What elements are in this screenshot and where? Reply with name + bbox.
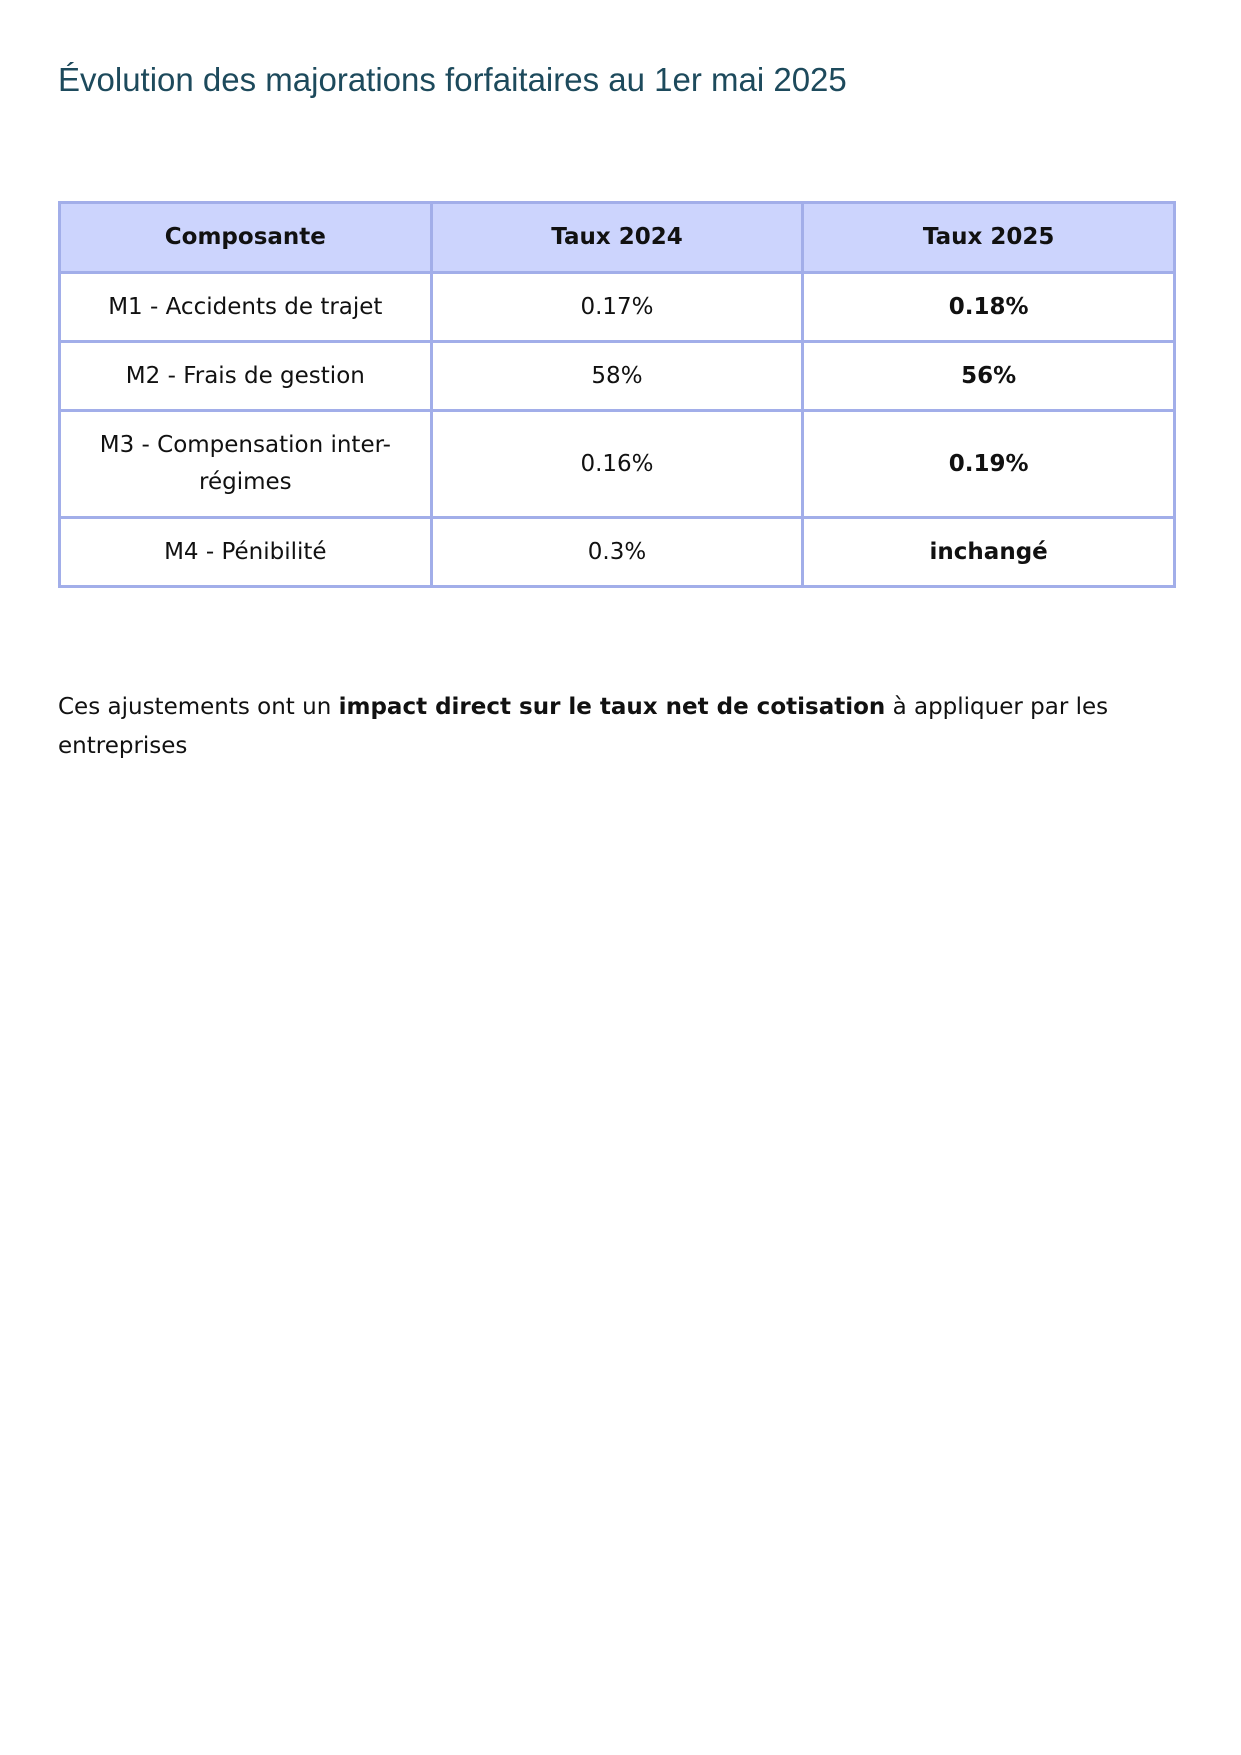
column-header-taux-2025: Taux 2025 bbox=[803, 203, 1175, 273]
impact-note bbox=[58, 688, 1176, 766]
cell-rate-2024: 0.16% bbox=[431, 411, 803, 518]
cell-rate-2025: 56% bbox=[803, 342, 1175, 411]
cell-rate-2024: 0.3% bbox=[431, 518, 803, 587]
cell-rate-2025: 0.19% bbox=[803, 411, 1175, 518]
cell-component: M3 - Compensation inter-régimes bbox=[60, 411, 432, 518]
cell-rate-2024: 0.17% bbox=[431, 273, 803, 342]
table-header-row bbox=[60, 203, 1175, 273]
table-row bbox=[60, 273, 1175, 342]
column-header-taux-2024: Taux 2024 bbox=[431, 203, 803, 273]
table-row bbox=[60, 518, 1175, 587]
cell-rate-2025: 0.18% bbox=[803, 273, 1175, 342]
cell-rate-2025: inchangé bbox=[803, 518, 1175, 587]
column-header-composante: Composante bbox=[60, 203, 432, 273]
cell-rate-2024: 58% bbox=[431, 342, 803, 411]
rates-table bbox=[58, 201, 1176, 588]
table-row bbox=[60, 342, 1175, 411]
page-title: Évolution des majorations forfaitaires au 1er mai 2025 bbox=[58, 61, 847, 98]
note-emphasis: impact direct sur le taux net de cotisation bbox=[338, 694, 886, 720]
cell-component: M1 - Accidents de trajet bbox=[60, 273, 432, 342]
note-text-end: à appliquer par les entreprises bbox=[58, 694, 1109, 759]
table-row bbox=[60, 411, 1175, 518]
cell-component: M2 - Frais de gestion bbox=[60, 342, 432, 411]
note-text-start: Ces ajustements ont un bbox=[58, 694, 339, 720]
cell-component: M4 - Pénibilité bbox=[60, 518, 432, 587]
